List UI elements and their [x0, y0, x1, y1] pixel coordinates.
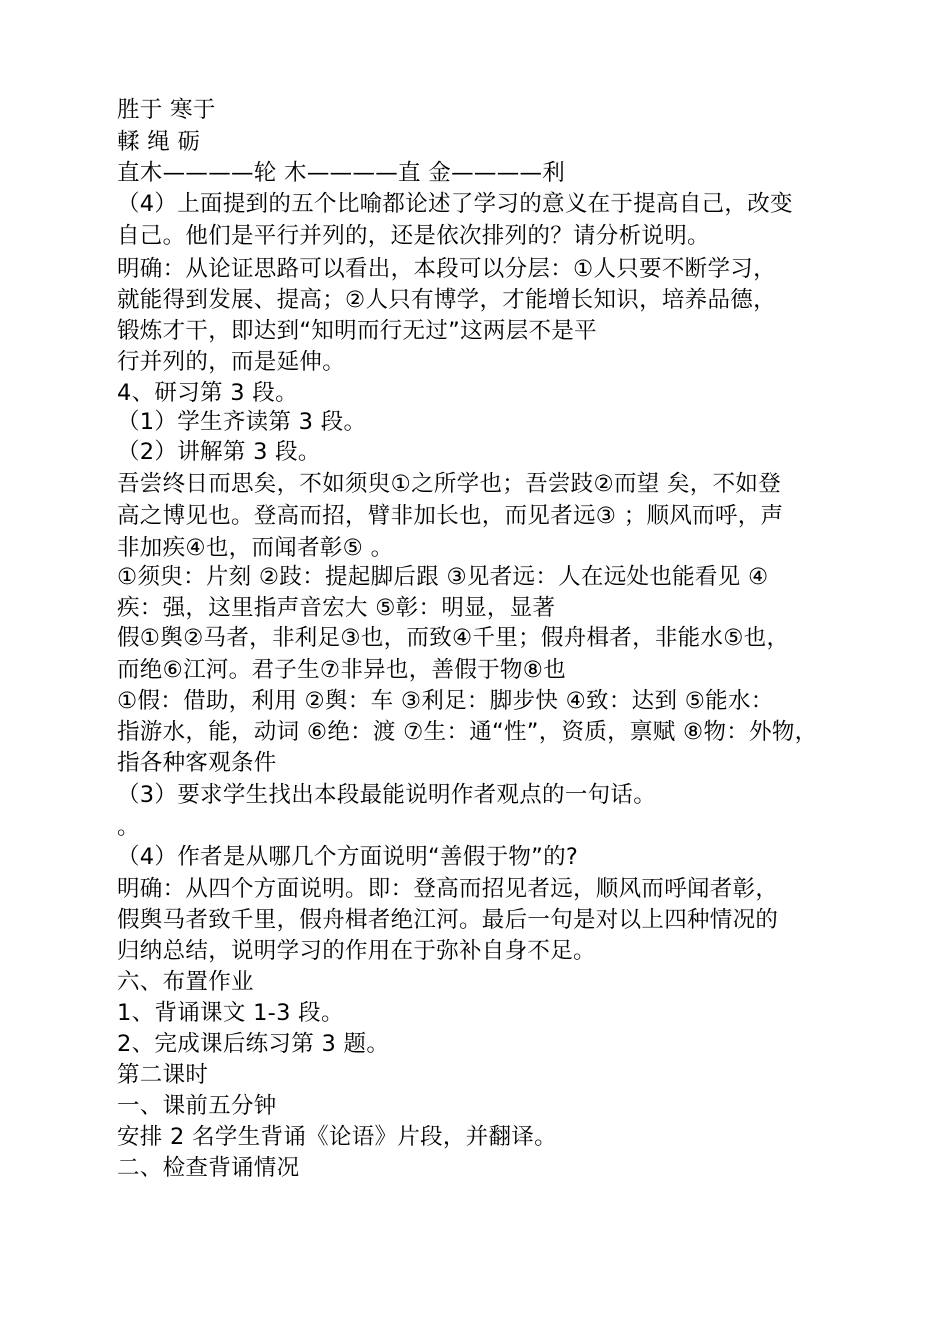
text-line: 假①舆②马者，非利足③也，而致④千里；假舟楫者，非能水⑤也， — [117, 625, 790, 651]
text-line: 一、课前五分钟 — [117, 1093, 277, 1119]
text-line: 胜于 寒于 — [117, 97, 216, 123]
text-line: （3）要求学生找出本段最能说明作者观点的一句话。 — [117, 782, 657, 808]
text-line: 二、检查背诵情况 — [117, 1155, 300, 1181]
text-line: 明确：从四个方面说明。即：登高而招见者远，顺风而呼闻者彰， — [117, 876, 779, 902]
text-line: 行并列的，而是延伸。 — [117, 349, 346, 375]
text-line: 4、研习第 3 段。 — [117, 380, 298, 406]
text-line: 直木————轮 木————直 金————利 — [117, 160, 566, 186]
text-line: 锻炼才干，即达到“知明而行无过”这两层不是平 — [117, 318, 597, 344]
text-line: 1、背诵课文 1-3 段。 — [117, 1000, 344, 1026]
text-line: ①假：借助，利用 ②舆：车 ③利足：脚步快 ④致：达到 ⑤能水： — [117, 688, 774, 714]
text-line: 归纳总结，说明学习的作用在于弥补自身不足。 — [117, 938, 596, 964]
text-line: 輮 绳 砺 — [117, 129, 201, 155]
text-line: 就能得到发展、提高；②人只有博学，才能增长知识，培养品德， — [117, 287, 776, 313]
text-line: 假舆马者致千里，假舟楫者绝江河。最后一句是对以上四种情况的 — [117, 907, 779, 933]
text-line: 2、完成课后练习第 3 题。 — [117, 1031, 390, 1057]
text-line: 指各种客观条件 — [117, 750, 277, 776]
text-line: 。 — [117, 814, 140, 840]
text-line: ①须臾：片刻 ②跂：提起脚后跟 ③见者远：人在远处也能看见 ④ — [117, 564, 769, 590]
text-line: 六、布置作业 — [117, 969, 254, 995]
text-line: 非加疾④也，而闻者彰⑤ 。 — [117, 535, 394, 561]
text-line: 而绝⑥江河。君子生⑦非异也，善假于物⑧也 — [117, 657, 567, 683]
text-line: （4）上面提到的五个比喻都论述了学习的意义在于提高自己，改变 — [117, 191, 793, 217]
text-line: （4）作者是从哪几个方面说明“善假于物”的? — [117, 844, 579, 870]
text-line: 吾尝终日而思矣，不如须臾①之所学也；吾尝跂②而望 矣，不如登 — [117, 471, 781, 497]
text-line: 高之博见也。登高而招，臂非加长也，而见者远③ ；顺风而呼，声 — [117, 503, 784, 529]
text-line: （1）学生齐读第 3 段。 — [117, 409, 367, 435]
text-line: 指游水，能，动词 ⑥绝：渡 ⑦生：通“性”，资质，禀赋 ⑧物：外物， — [117, 719, 818, 745]
text-line: 第二课时 — [117, 1062, 209, 1088]
text-line: 疾：强，这里指声音宏大 ⑤彰：明显，显著 — [117, 595, 556, 621]
text-line: 自己。他们是平行并列的，还是依次排列的？请分析说明。 — [117, 223, 710, 249]
text-line: （2）讲解第 3 段。 — [117, 439, 321, 465]
text-line: 安排 2 名学生背诵《论语》片段，并翻译。 — [117, 1124, 557, 1150]
text-line: 明确：从论证思路可以看出，本段可以分层：①人只要不断学习， — [117, 256, 776, 282]
